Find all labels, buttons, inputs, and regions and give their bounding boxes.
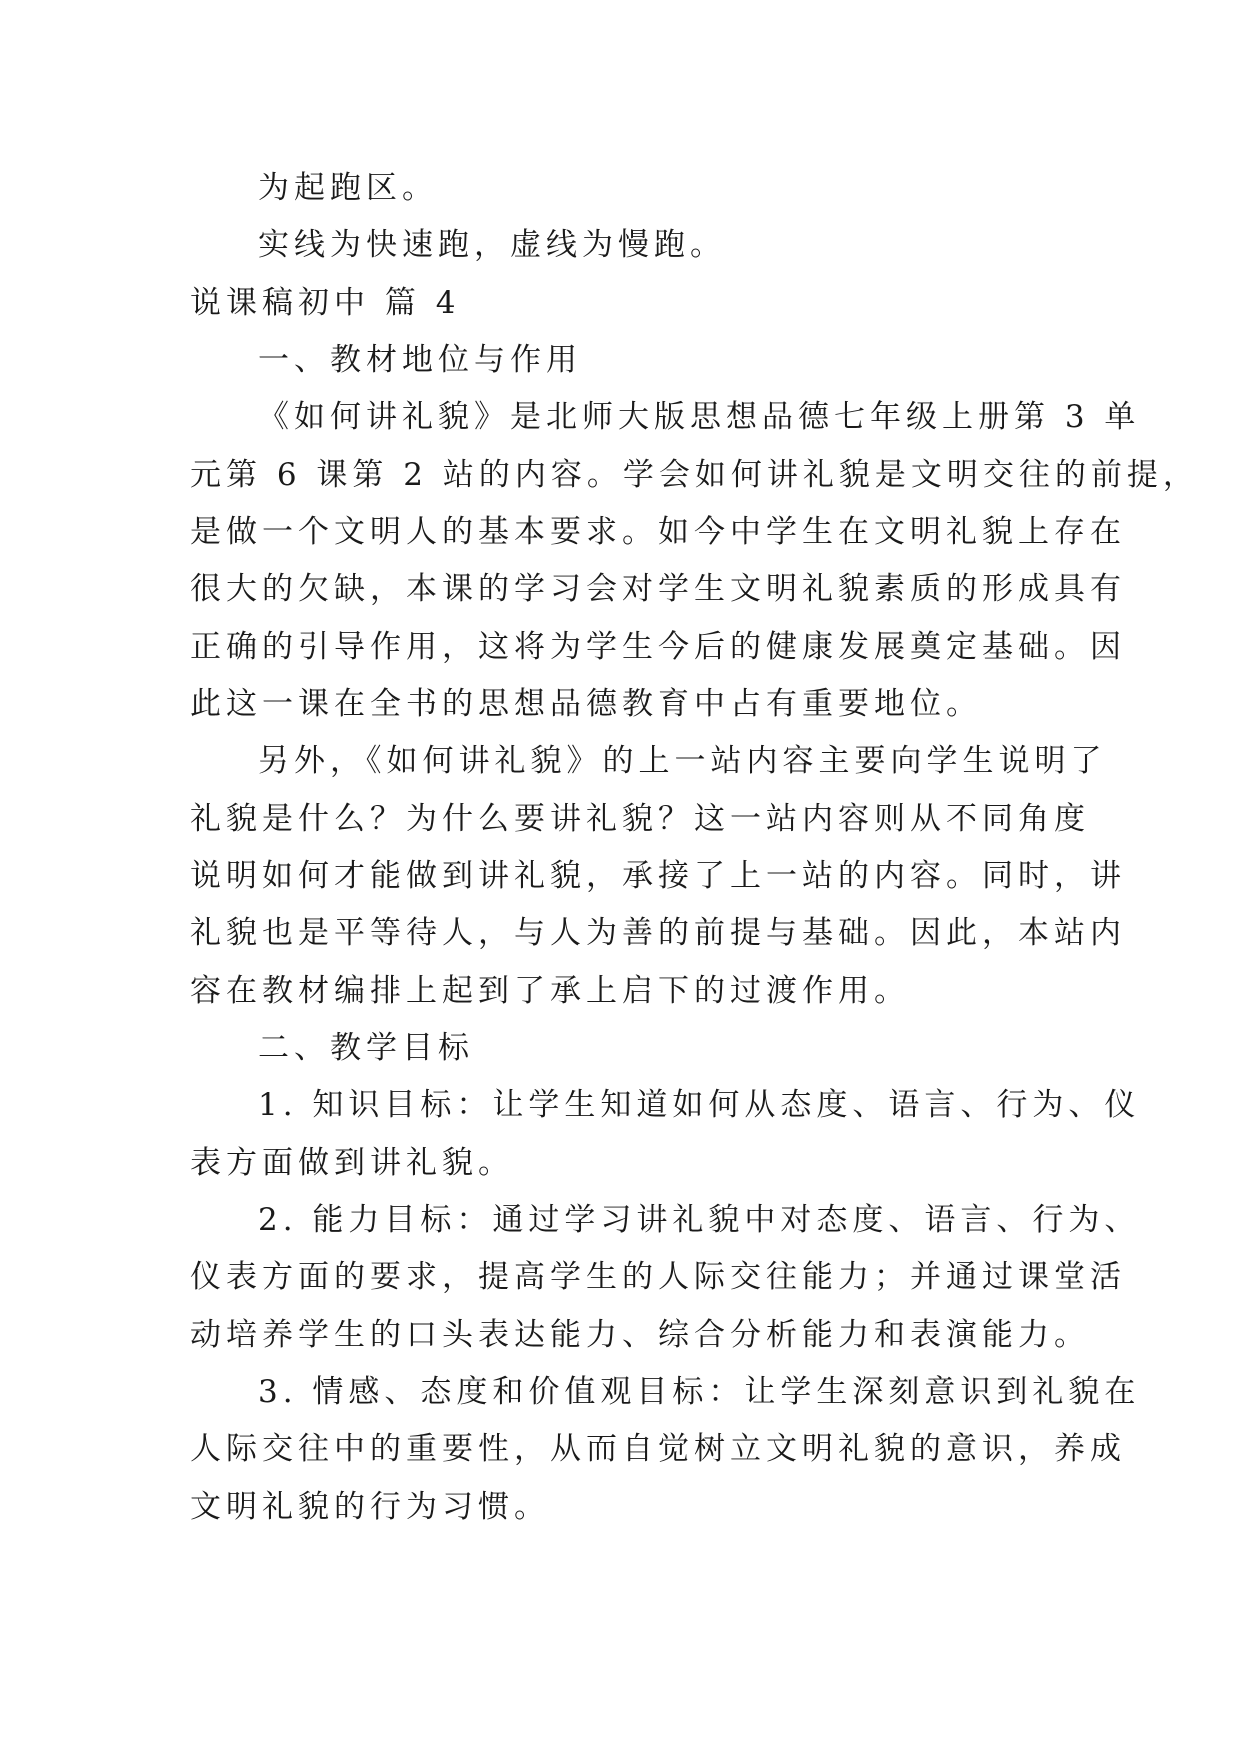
paragraph-line: 为起跑区。 <box>258 170 438 206</box>
paragraph-line: 是做一个文明人的基本要求。如今中学生在文明礼貌上存在 <box>190 514 1126 550</box>
paragraph-line: 《如何讲礼貌》是北师大版思想品德七年级上册第 3 单 <box>258 399 1141 435</box>
paragraph-line: 实线为快速跑，虚线为慢跑。 <box>258 227 726 263</box>
paragraph-line: 此这一课在全书的思想品德教育中占有重要地位。 <box>190 686 982 722</box>
subsection-heading: 一、教材地位与作用 <box>258 342 582 378</box>
paragraph-line: 表方面做到讲礼貌。 <box>190 1145 514 1181</box>
paragraph-line: 人际交往中的重要性，从而自觉树立文明礼貌的意识，养成 <box>190 1431 1126 1467</box>
subsection-heading: 二、教学目标 <box>258 1030 474 1066</box>
paragraph-line: 礼貌是什么？为什么要讲礼貌？这一站内容则从不同角度 <box>190 801 1090 837</box>
paragraph-line: 仪表方面的要求，提高学生的人际交往能力；并通过课堂活 <box>190 1259 1126 1295</box>
paragraph-line: 另外，《如何讲礼貌》的上一站内容主要向学生说明了 <box>258 743 1107 779</box>
paragraph-line: 文明礼貌的行为习惯。 <box>190 1489 550 1525</box>
paragraph-line: 礼貌也是平等待人，与人为善的前提与基础。因此，本站内 <box>190 915 1126 951</box>
paragraph-line: 容在教材编排上起到了承上启下的过渡作用。 <box>190 973 910 1009</box>
paragraph-line: 元第 6 课第 2 站的内容。学会如何讲礼貌是文明交往的前提， <box>190 457 1199 493</box>
paragraph-line: 说明如何才能做到讲礼貌，承接了上一站的内容。同时，讲 <box>190 858 1126 894</box>
paragraph-line: 1. 知识目标：让学生知道如何从态度、语言、行为、仪 <box>258 1087 1141 1123</box>
paragraph-line: 正确的引导作用，这将为学生今后的健康发展奠定基础。因 <box>190 629 1126 665</box>
section-heading: 说课稿初中 篇 4 <box>190 285 461 321</box>
paragraph-line: 很大的欠缺，本课的学习会对学生文明礼貌素质的形成具有 <box>190 571 1126 607</box>
paragraph-line: 2. 能力目标：通过学习讲礼貌中对态度、语言、行为、 <box>258 1202 1141 1238</box>
paragraph-line: 动培养学生的口头表达能力、综合分析能力和表演能力。 <box>190 1317 1090 1353</box>
paragraph-line: 3. 情感、态度和价值观目标：让学生深刻意识到礼貌在 <box>258 1374 1141 1410</box>
